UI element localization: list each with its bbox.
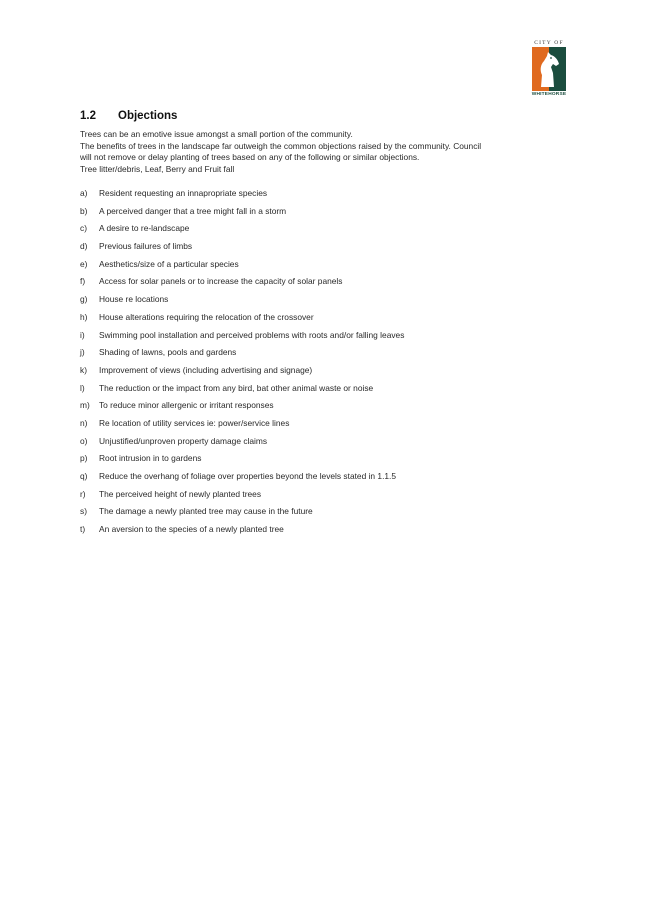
intro-line: will not remove or delay planting of trees based on any of the following or similar objections. (80, 152, 420, 162)
section-title: Objections (118, 110, 178, 122)
list-item (80, 188, 580, 206)
list-item-text: Reduce the overhang of foliage over properties beyond the levels stated in 1.1.5 (99, 471, 397, 481)
list-item-text: The perceived height of newly planted trees (99, 488, 262, 499)
list-item-text: Aesthetics/size of a particular species (99, 258, 239, 269)
list-item-text: Shading of lawns, pools and gardens (99, 347, 237, 358)
list-marker: m) (80, 400, 90, 411)
list-marker: r) (80, 488, 86, 499)
list-marker: f) (80, 276, 86, 287)
list-marker: n) (80, 417, 88, 428)
list-marker: t) (80, 524, 86, 535)
list-item-text: Access for solar panels or to increase the capacity of solar panels (99, 276, 343, 287)
objections-list (80, 188, 580, 542)
list-marker: p) (80, 453, 88, 464)
list-item (80, 400, 580, 418)
list-item-text: Re location of utility services ie: power/service lines (99, 417, 290, 428)
list-item (80, 347, 580, 365)
list-marker: s) (80, 506, 87, 517)
list-item-text: Previous failures of limbs (99, 241, 193, 252)
intro-paragraph (80, 129, 580, 175)
list-marker: c) (80, 223, 87, 234)
list-marker: k) (80, 364, 87, 375)
list-marker: h) (80, 311, 88, 322)
list-item (80, 471, 580, 489)
list-item-text: To reduce minor allergenic or irritant responses (99, 400, 274, 411)
list-item-text: An aversion to the species of a newly planted tree (99, 524, 284, 535)
list-marker: i) (80, 329, 85, 340)
list-item (80, 365, 580, 383)
list-item (80, 312, 580, 330)
list-marker: o) (80, 435, 88, 446)
list-item (80, 524, 580, 542)
list-item-text: The reduction or the impact from any bird, bat other animal waste or noise (99, 382, 374, 393)
list-marker: l) (80, 382, 85, 393)
list-item (80, 383, 580, 401)
list-item (80, 436, 580, 454)
list-item-text: The damage a newly planted tree may cause in the future (99, 506, 313, 517)
logo-bottom-text: WHITEHORSE (531, 92, 567, 97)
list-item (80, 489, 580, 507)
list-item-text: Improvement of views (including advertising and signage) (99, 364, 313, 375)
list-item (80, 241, 580, 259)
section-number: 1.2 (80, 110, 96, 122)
list-item (80, 453, 580, 471)
list-marker: e) (80, 258, 88, 269)
city-of-whitehorse-logo (526, 40, 572, 100)
list-item (80, 330, 580, 348)
list-item (80, 294, 580, 312)
list-marker: d) (80, 241, 88, 252)
list-marker: j) (80, 347, 85, 358)
list-item-text: A perceived danger that a tree might fall in a storm (99, 205, 287, 216)
list-item-text: Unjustified/unproven property damage claims (99, 435, 268, 446)
list-item (80, 276, 580, 294)
list-item-text: Resident requesting an innapropriate species (99, 188, 268, 198)
list-item (80, 206, 580, 224)
list-marker: a) (80, 188, 88, 198)
horse-emblem-icon (532, 47, 566, 91)
list-marker: b) (80, 205, 88, 216)
logo-top-text: CITY OF (534, 40, 564, 46)
list-item-text: A desire to re-landscape (99, 223, 190, 234)
intro-line: Tree litter/debris, Leaf, Berry and Fruit fall (80, 163, 235, 174)
list-item (80, 259, 580, 277)
list-item (80, 506, 580, 524)
list-item (80, 418, 580, 436)
intro-line: Trees can be an emotive issue amongst a small portion of the community. (80, 129, 353, 139)
list-item (80, 223, 580, 241)
list-item-text: Swimming pool installation and perceived problems with roots and/or falling leaves (99, 329, 405, 340)
list-item-text: House alterations requiring the relocation of the crossover (99, 311, 314, 322)
list-item-text: Root intrusion in to gardens (99, 453, 202, 464)
list-item-text: House re locations (99, 294, 169, 305)
section-heading (80, 110, 177, 126)
intro-line: The benefits of trees in the landscape far outweigh the common objections raised by the community. Council (80, 140, 482, 151)
list-marker: g) (80, 294, 88, 305)
list-marker: q) (80, 471, 88, 481)
